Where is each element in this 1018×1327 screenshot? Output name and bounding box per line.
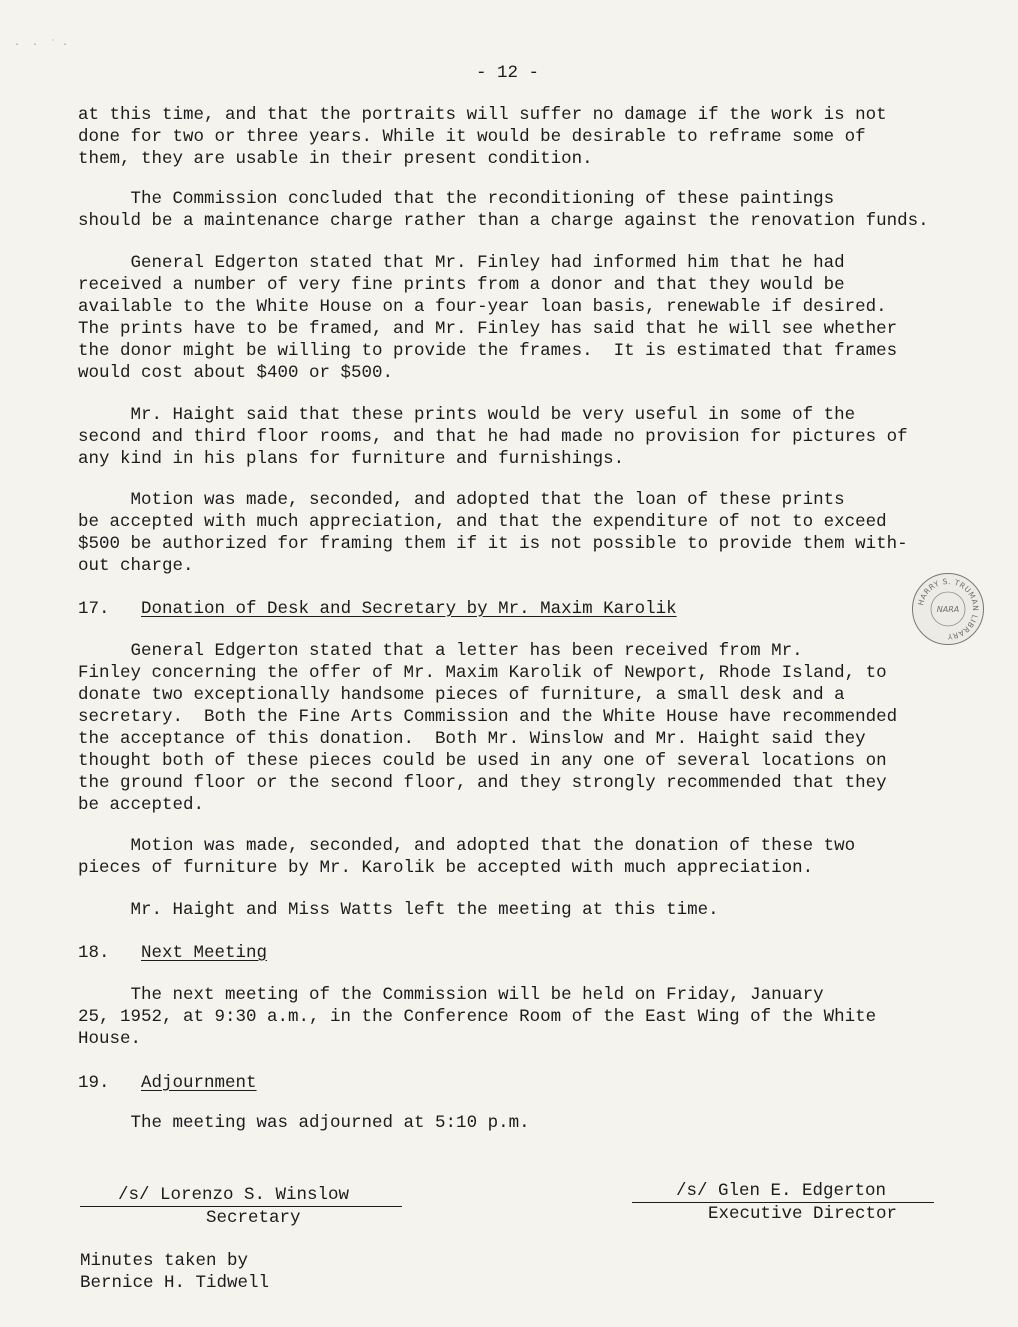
signature-right-name: /s/ Glen E. Edgerton [676,1181,887,1201]
text-line: the donor might be willing to provide the frames. It is estimated that frames [78,341,898,361]
library-stamp [912,573,984,645]
text-line: at this time, and that the portraits will suffer no damage if the work is not [78,105,887,125]
text-line: would cost about $400 or $500. [78,363,394,383]
section-title: Adjournment [141,1073,257,1093]
text-line: be accepted. [78,795,205,815]
svg-text:HARRY S. TRUMAN LIBRARY: HARRY S. TRUMAN LIBRARY [916,576,981,642]
text-line: the acceptance of this donation. Both Mr. Winslow and Mr. Haight said they [78,729,866,749]
text-line: the ground floor or the second floor, and they strongly recommended that they [78,773,887,793]
text-line: should be a maintenance charge rather than a charge against the renovation funds. [78,211,929,231]
text-line: thought both of these pieces could be used in any one of several locations on [78,751,887,771]
signature-left-name: /s/ Lorenzo S. Winslow [118,1185,350,1205]
text-line: out charge. [78,556,194,576]
section-number: 19. [78,1073,110,1093]
text-line: The next meeting of the Commission will be held on Friday, January [78,985,824,1005]
section-number: 18. [78,943,110,963]
text-line: House. [78,1029,142,1049]
text-line: donate two exceptionally handsome pieces of furniture, a small desk and a [78,685,845,705]
text-line: be accepted with much appreciation, and that the expenditure of not to exceed [78,512,887,532]
text-line: Finley concerning the offer of Mr. Maxim Karolik of Newport, Rhode Island, to [78,663,887,683]
text-line: General Edgerton stated that Mr. Finley had informed him that he had [78,253,845,273]
page-number: - 12 - [476,63,540,83]
section-title: Next Meeting [141,943,268,963]
section-heading-19 [78,1072,257,1094]
text-line: General Edgerton stated that a letter has been received from Mr. [78,641,803,661]
section-number: 17. [78,599,110,619]
text-line: Motion was made, seconded, and adopted that the donation of these two [78,836,856,856]
minutes-taken-by-name: Bernice H. Tidwell [80,1273,270,1293]
text-line: Motion was made, seconded, and adopted that the loan of these prints [78,490,845,510]
text-line: done for two or three years. While it would be desirable to reframe some of [78,127,866,147]
signature-left-title: Secretary [206,1208,301,1228]
svg-text:NARA: NARA [936,605,960,614]
text-line: second and third floor rooms, and that he had made no provision for pictures of [78,427,908,447]
library-seal-icon [913,574,983,644]
margin-marks: · · ˙ · [14,40,69,51]
text-line: any kind in his plans for furniture and furnishings. [78,449,625,469]
text-line: The Commission concluded that the reconditioning of these paintings [78,189,835,209]
section-title: Donation of Desk and Secretary by Mr. Maxim Karolik [141,599,677,619]
text-line: 25, 1952, at 9:30 a.m., in the Conference Room of the East Wing of the White [78,1007,877,1027]
section-heading-18 [78,942,267,964]
text-line: received a number of very fine prints from a donor and that they would be [78,275,845,295]
text-line: $500 be authorized for framing them if it is not possible to provide them with- [78,534,908,554]
text-line: pieces of furniture by Mr. Karolik be accepted with much appreciation. [78,858,814,878]
text-line: them, they are usable in their present condition. [78,149,593,169]
text-line: available to the White House on a four-year loan basis, renewable if desired. [78,297,887,317]
signature-right-title: Executive Director [708,1204,898,1224]
text-line: secretary. Both the Fine Arts Commission and the White House have recommended [78,707,898,727]
text-line: The prints have to be framed, and Mr. Finley has said that he will see whether [78,319,898,339]
text-line: Mr. Haight and Miss Watts left the meeting at this time. [78,900,719,920]
minutes-taken-by-label: Minutes taken by [80,1251,249,1271]
text-line: The meeting was adjourned at 5:10 p.m. [78,1113,530,1133]
text-line: Mr. Haight said that these prints would be very useful in some of the [78,405,856,425]
section-heading-17 [78,598,677,620]
